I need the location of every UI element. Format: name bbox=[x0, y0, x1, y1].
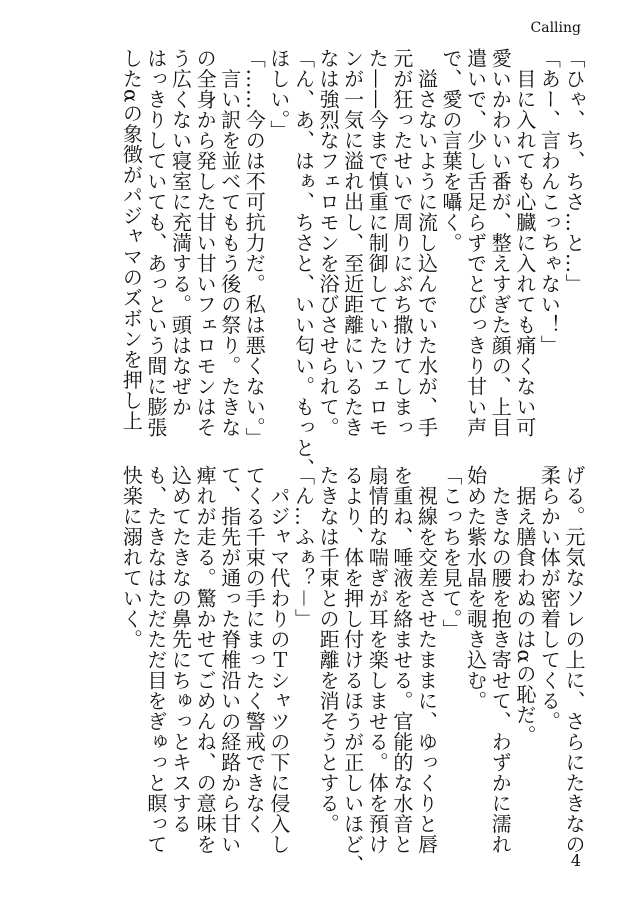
text-line: う広くない寝室に充満する。頭はなぜか bbox=[168, 48, 193, 417]
text-line: したαの象徴がパジャマのズボンを押し上 bbox=[119, 48, 144, 432]
text-line: 「ん、あ、はぁ、ちさと、いい匂い。もっと、 bbox=[291, 48, 316, 479]
text-line: 言い訳を並べてももう後の祭り。たきな bbox=[217, 48, 242, 438]
text-line: 視線を交差させたままに、ゆっくりと唇 bbox=[414, 465, 439, 855]
text-line: て、指先が通った脊椎沿いの経路から甘い bbox=[217, 465, 242, 855]
text-line: 遣いで、少し舌足らずでとびっきり甘い声 bbox=[463, 48, 488, 438]
running-header: Calling bbox=[530, 20, 581, 36]
text-block-top bbox=[119, 48, 586, 479]
text-line: 「……今のは不可抗力だ。私は悪くない。」 bbox=[242, 48, 267, 448]
text-line: 「あー、言わんこっちゃない！」 bbox=[537, 48, 562, 356]
text-line: の全身から発した甘い甘いフェロモンはそ bbox=[193, 48, 218, 438]
text-line: 「こっちを見て。」 bbox=[439, 465, 464, 640]
text-line: 込めてたきなの鼻先にちゅっとキスする bbox=[168, 465, 193, 834]
text-line: てくる千束の手にまったく警戒できなく bbox=[242, 465, 267, 834]
text-line: たきなの腰を抱き寄せて、わずかに濡れ bbox=[488, 465, 513, 855]
text-line: 快楽に溺れていく。 bbox=[119, 465, 144, 650]
text-line: ンが一気に溢れ出し、至近距離にいるたき bbox=[340, 48, 365, 438]
text-line: を重ね、唾液を絡ませる。官能的な水音と bbox=[389, 465, 414, 855]
text-line: 扇情的な喘ぎが耳を楽しませる。体を預け bbox=[365, 465, 390, 855]
text-line: げる。元気なソレの上に、さらにたきなの bbox=[562, 465, 586, 855]
text-line: はっきりしていても、あっという間に膨張 bbox=[143, 48, 168, 438]
text-line: 目に入れても心臓に入れても痛くない可 bbox=[512, 48, 537, 438]
text-line: も、たきなはただただ目をぎゅっと瞑って bbox=[143, 465, 168, 855]
text-line: 据え膳食わぬのはαの恥だ。 bbox=[512, 465, 537, 746]
text-line: 「ひゃ、ち、ちさ…と…」 bbox=[562, 48, 586, 294]
text-line: 「ん…ふぁ？－」 bbox=[291, 465, 316, 629]
text-line: 始めた紫水晶を覗き込む。 bbox=[463, 465, 488, 711]
text-line: 元が狂ったせいで周りにぶち撒けてしまっ bbox=[389, 48, 414, 438]
text-line: 愛いかわいい番が、整えすぎた顔の、上目 bbox=[488, 48, 513, 438]
text-line: るより、体を押し付けるほうが正しいほど、 bbox=[340, 465, 365, 875]
text-line: 痺れが走る。驚かせてごめんね、の意味を bbox=[193, 465, 218, 855]
text-line: 溢さないように流し込んでいた水が、手 bbox=[414, 48, 439, 438]
text-line: 柔らかい体が密着してくる。 bbox=[537, 465, 562, 732]
page-number: 4 bbox=[570, 851, 581, 870]
text-line: パジャマ代わりのＴシャツの下に侵入し bbox=[266, 465, 291, 855]
text-line: た——今まで慎重に制御していたフェロモ bbox=[365, 48, 390, 438]
text-line: ほしい。」 bbox=[266, 48, 291, 141]
text-line: で、愛の言葉を囁く。 bbox=[439, 48, 464, 253]
text-block-bottom bbox=[119, 465, 586, 875]
text-line: たきなは千束との距離を消そうとする。 bbox=[316, 465, 341, 834]
text-line: なは強烈なフェロモンを浴びさせられて。 bbox=[316, 48, 341, 438]
